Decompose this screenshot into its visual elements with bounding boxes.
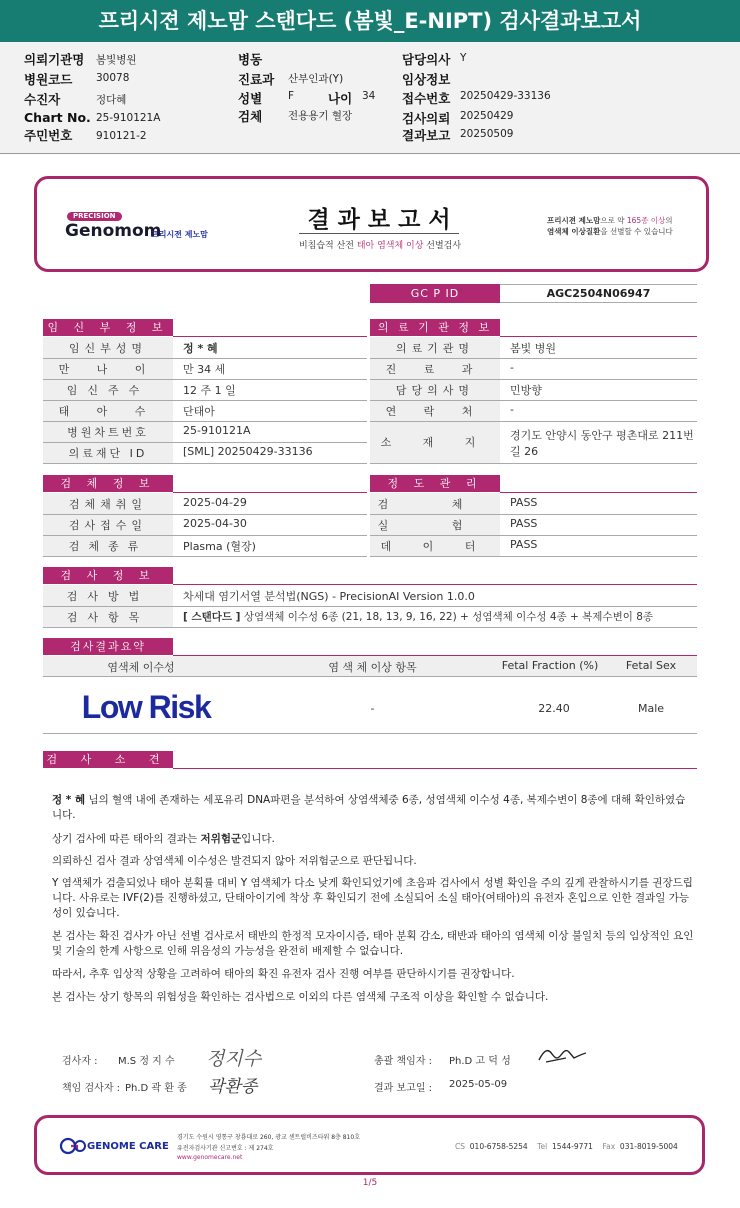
field-label: 검체채취일 bbox=[68, 498, 148, 511]
field-value: 단태아 bbox=[183, 405, 215, 418]
field-label: 태 아 수 bbox=[58, 405, 158, 418]
row-divider bbox=[43, 379, 367, 380]
row-divider bbox=[370, 535, 697, 536]
tagline-text: 의 bbox=[665, 216, 673, 225]
header-label: 접수번호 bbox=[402, 91, 451, 106]
row-divider bbox=[370, 514, 697, 515]
section-quality-control: 정 도 관 리 bbox=[370, 475, 500, 492]
row-divider bbox=[43, 733, 697, 734]
section-divider bbox=[173, 336, 367, 337]
cs-phone: 010-6758-5254 bbox=[469, 1142, 528, 1151]
section-specimen-info: 검 체 정 보 bbox=[43, 475, 173, 492]
section-divider bbox=[173, 768, 697, 769]
header-value: 20250509 bbox=[460, 128, 514, 140]
company-address: 경기도 수원시 영통구 창룡대로 260, 광교 센트럴비즈타워 8층 810호 bbox=[177, 1134, 360, 1141]
header-label: 의뢰기관명 bbox=[24, 52, 85, 67]
tester-label: 검사자 : bbox=[62, 1056, 98, 1067]
address-line: 길 26 bbox=[510, 445, 539, 458]
row-divider bbox=[43, 358, 367, 359]
row-divider bbox=[43, 514, 367, 515]
section-divider bbox=[173, 492, 367, 493]
section-hospital-info: 의 료 기 관 정 보 bbox=[370, 319, 500, 336]
gcpid-value: AGC2504N06947 bbox=[500, 284, 697, 303]
field-value: - bbox=[510, 361, 514, 374]
genome-care-logo: GENOME CARE bbox=[87, 1141, 169, 1152]
header-label: 검사의뢰 bbox=[402, 111, 451, 126]
summary-header: Fetal Fraction (%) bbox=[501, 659, 599, 672]
field-value: 2025-04-29 bbox=[183, 496, 247, 509]
field-label: 임신주수 bbox=[66, 384, 150, 397]
header-label: 주민번호 bbox=[24, 128, 73, 143]
section-test-info: 검 사 정 보 bbox=[43, 567, 173, 584]
patient-name: 정 * 혜 bbox=[52, 794, 86, 806]
header-label: 진료과 bbox=[238, 72, 275, 87]
row-divider bbox=[370, 358, 697, 359]
row-divider bbox=[43, 606, 697, 607]
tagline-bold: 염색체 이상질환 bbox=[547, 227, 601, 236]
row-divider bbox=[43, 442, 367, 443]
header-label: 수진자 bbox=[24, 92, 61, 107]
chief-signature bbox=[536, 1044, 588, 1066]
row-divider bbox=[43, 421, 367, 422]
finding-paragraph: 본 검사는 상기 항목의 위험성을 확인하는 검사법으로 이외의 다른 염색체 구조적 이상을 확인할 수 없습니다. bbox=[52, 991, 549, 1003]
fax-label: Fax bbox=[602, 1142, 616, 1151]
header-label: 검체 bbox=[238, 109, 263, 124]
tel-label: Tel bbox=[537, 1142, 548, 1151]
finding-paragraph: Y 염색체가 검출되었나 태아 분획률 대비 Y 염색체가 다소 낮게 확인되었기에 초음파 검사에서 성별 확인을 주의 깊게 관찰하시기를 권장드립니다. 사유로는 IVF(2)를 진행하셨고, 단태아이기에 착상 후 확인되기 전에 소실되어 소실 태아(여태아)의 유전자 혼입으로 인한 결과일 가능성이 있습니다. bbox=[52, 877, 693, 919]
field-label: 데 이 터 bbox=[380, 540, 490, 553]
banner-tagline bbox=[547, 215, 673, 237]
tagline-highlight: 165종 이상 bbox=[626, 216, 666, 225]
section-divider bbox=[173, 584, 697, 585]
field-label: 병원차트번호 bbox=[67, 426, 149, 439]
test-items-tier: [ 스탠다드 ] bbox=[183, 611, 241, 623]
qc-value: PASS bbox=[510, 517, 538, 530]
patient-header bbox=[0, 42, 740, 154]
header-label: 임상정보 bbox=[402, 72, 451, 87]
responsible-name: Ph.D 곽 환 종 bbox=[125, 1083, 187, 1094]
report-title: 프리시젼 제노맘 스탠다드 (봄빛_E-NIPT) 검사결과보고서 bbox=[0, 0, 740, 42]
brand-logo: Genomom bbox=[65, 221, 162, 241]
subtitle-highlight: 태아 염색체 이상 bbox=[356, 241, 424, 251]
finding-paragraph: 따라서, 추후 임상적 상황을 고려하여 태아의 확진 유전자 검사 진행 여부를 판단하시기를 권장합니다. bbox=[52, 968, 515, 980]
field-label: 담당의사명 bbox=[395, 384, 475, 397]
banner-subtitle bbox=[285, 238, 475, 251]
field-value: [SML] 20250429-33136 bbox=[183, 445, 313, 458]
header-value: 20250429 bbox=[460, 110, 514, 122]
subtitle-text: 선별검사 bbox=[423, 241, 462, 251]
test-items bbox=[183, 609, 653, 624]
section-pregnant-info: 임 신 부 정 보 bbox=[43, 319, 173, 336]
gcpid-label: GC P ID bbox=[370, 284, 500, 303]
header-label: 담당의사 bbox=[402, 52, 451, 67]
header-value: 산부인과(Y) bbox=[288, 73, 344, 85]
brand-subtitle: 프리시젼 제노맘 bbox=[151, 230, 208, 239]
header-value: 봄빛병원 bbox=[96, 54, 137, 66]
field-value: 정 * 혜 bbox=[183, 342, 218, 355]
fetal-sex: Male bbox=[637, 702, 665, 715]
header-value: 25-910121A bbox=[96, 112, 161, 124]
header-value: 전용용기 혈장 bbox=[288, 110, 353, 122]
header-label: 성별 bbox=[238, 91, 263, 106]
field-label: 검사방법 bbox=[66, 590, 150, 603]
field-value: 봄빛 병원 bbox=[510, 342, 557, 355]
header-value: 정다혜 bbox=[96, 94, 127, 106]
finding-paragraph: 의뢰하신 검사 결과 상염색체 이수성은 발견되지 않아 저위험군으로 판단됩니다. bbox=[52, 855, 417, 867]
row-divider bbox=[43, 556, 367, 557]
header-label: 병원코드 bbox=[24, 72, 73, 87]
subtitle-text: 비침습적 산전 bbox=[298, 241, 357, 251]
responsible-signature: 곽환종 bbox=[208, 1077, 258, 1097]
header-value: F bbox=[288, 90, 295, 102]
banner-title: 결 과 보 고 서 bbox=[307, 207, 451, 233]
field-label: 연 락 처 bbox=[385, 405, 485, 418]
page-number: 1/5 bbox=[362, 1178, 378, 1188]
abnormal-items: - bbox=[370, 702, 375, 715]
risk-group: 저위험군 bbox=[200, 833, 242, 845]
fax-number: 031-8019-5004 bbox=[619, 1142, 678, 1151]
test-items-text: 상염색체 이수성 6종 (21, 18, 13, 9, 16, 22) + 성염색체 이수성 4종 + 복제수변이 8종 bbox=[240, 611, 654, 623]
report-banner bbox=[34, 176, 709, 272]
field-value: - bbox=[510, 403, 514, 416]
row-divider bbox=[370, 400, 697, 401]
header-value: 34 bbox=[362, 90, 376, 102]
header-value: 30078 bbox=[96, 72, 130, 84]
section-divider bbox=[500, 492, 697, 493]
risk-result: Low Risk bbox=[81, 689, 211, 725]
address-line: 경기도 안양시 동안구 평촌대로 211번 bbox=[510, 429, 694, 442]
row-divider bbox=[43, 627, 697, 628]
row-divider bbox=[370, 556, 697, 557]
field-label: 실 험 bbox=[377, 519, 493, 532]
row-divider bbox=[370, 421, 697, 422]
website-link[interactable]: www.genomecare.net bbox=[177, 1154, 243, 1161]
header-value: 20250429-33136 bbox=[460, 90, 551, 102]
summary-header: 염 색 체 이상 항목 bbox=[328, 661, 417, 674]
section-divider bbox=[500, 336, 697, 337]
qc-value: PASS bbox=[510, 496, 538, 509]
responsible-label: 책임 검사자 : bbox=[62, 1083, 121, 1094]
row-divider bbox=[370, 463, 697, 464]
field-label: 검 체 bbox=[377, 498, 493, 511]
precision-badge: PRECISION bbox=[67, 212, 122, 221]
tel-phone: 1544-9771 bbox=[552, 1142, 593, 1151]
header-label: 나이 bbox=[328, 91, 353, 106]
report-date-label: 결과 보고일 : bbox=[374, 1083, 433, 1094]
finding-text: 상기 검사에 따른 태아의 결과는 bbox=[52, 833, 201, 845]
field-value: 민방향 bbox=[510, 384, 542, 397]
summary-header: 염색체 이수성 bbox=[107, 661, 175, 674]
test-method: 차세대 염기서열 분석법(NGS) - PrecisionAI Version 1.0.0 bbox=[183, 590, 475, 603]
field-value: 12 주 1 일 bbox=[183, 384, 236, 397]
field-value: 2025-04-30 bbox=[183, 517, 247, 530]
chief-label: 총괄 책임자 : bbox=[374, 1056, 433, 1067]
section-result-summary: 검사결과요약 bbox=[43, 638, 173, 655]
field-label: 의료재단 ID bbox=[68, 447, 148, 460]
tagline-text: 으로 약 bbox=[600, 216, 627, 225]
header-label: 병동 bbox=[238, 52, 263, 67]
header-label: Chart No. bbox=[24, 110, 91, 125]
qc-value: PASS bbox=[510, 538, 538, 551]
field-label: 의료기관명 bbox=[395, 342, 475, 355]
cs-label: CS bbox=[455, 1142, 465, 1151]
company-footer bbox=[34, 1115, 705, 1175]
tester-name: M.S 정 지 수 bbox=[118, 1056, 175, 1067]
license-number: 유전자검사기관 신고번호 : 제 274호 bbox=[177, 1145, 274, 1152]
tagline-bold: 프리시젼 제노맘 bbox=[547, 216, 601, 225]
report-date: 2025-05-09 bbox=[449, 1079, 508, 1090]
field-label: 소 재 지 bbox=[380, 436, 490, 449]
field-label: 진 료 과 bbox=[385, 363, 485, 376]
header-value: Y bbox=[460, 52, 467, 64]
field-label: 검체종류 bbox=[68, 540, 148, 553]
tester-signature: 정지수 bbox=[206, 1048, 262, 1070]
finding-text: 입니다. bbox=[241, 833, 275, 845]
field-label: 만 나 이 bbox=[58, 363, 158, 376]
genome-care-logo-icon bbox=[59, 1137, 87, 1155]
finding-paragraph bbox=[52, 793, 694, 823]
contact-numbers bbox=[455, 1142, 678, 1151]
row-divider bbox=[43, 676, 697, 677]
finding-paragraph: 본 검사는 확진 검사가 아닌 선별 검사로서 태반의 한정적 모자이시즘, 태아 분획 감소, 태반과 태아의 염색체 이상 불일치 등의 임상적인 요인 및 기술의 한계 사항으로 인해 위음성의 가능성을 완전히 배제할 수 없습니다. bbox=[52, 930, 694, 957]
row-divider bbox=[43, 400, 367, 401]
header-label: 결과보고 bbox=[402, 128, 451, 143]
field-label: 임신부성명 bbox=[68, 342, 148, 355]
chief-name: Ph.D 고 덕 성 bbox=[449, 1056, 511, 1067]
row-divider bbox=[370, 379, 697, 380]
field-value: Plasma (혈장) bbox=[183, 540, 256, 553]
field-label: 검사접수일 bbox=[68, 519, 148, 532]
fetal-fraction: 22.40 bbox=[538, 702, 570, 715]
field-label: 검사항목 bbox=[66, 611, 150, 624]
field-value: 만 34 세 bbox=[183, 363, 226, 376]
field-value: 25-910121A bbox=[183, 424, 251, 437]
header-value: 910121-2 bbox=[96, 130, 147, 142]
title-underline bbox=[299, 233, 459, 234]
finding-paragraph bbox=[52, 832, 694, 847]
tagline-text: 을 선별할 수 있습니다 bbox=[600, 227, 673, 236]
row-divider bbox=[43, 535, 367, 536]
row-divider bbox=[43, 463, 367, 464]
section-findings: 검 사 소 견 bbox=[43, 751, 173, 768]
finding-text: 님의 혈액 내에 존재하는 세포유리 DNA파편을 분석하여 상염색체중 6종, 성염색체 이수성 4종, 복제수변이 8종에 대해 확인하였습니다. bbox=[52, 794, 686, 821]
summary-header: Fetal Sex bbox=[625, 659, 677, 672]
